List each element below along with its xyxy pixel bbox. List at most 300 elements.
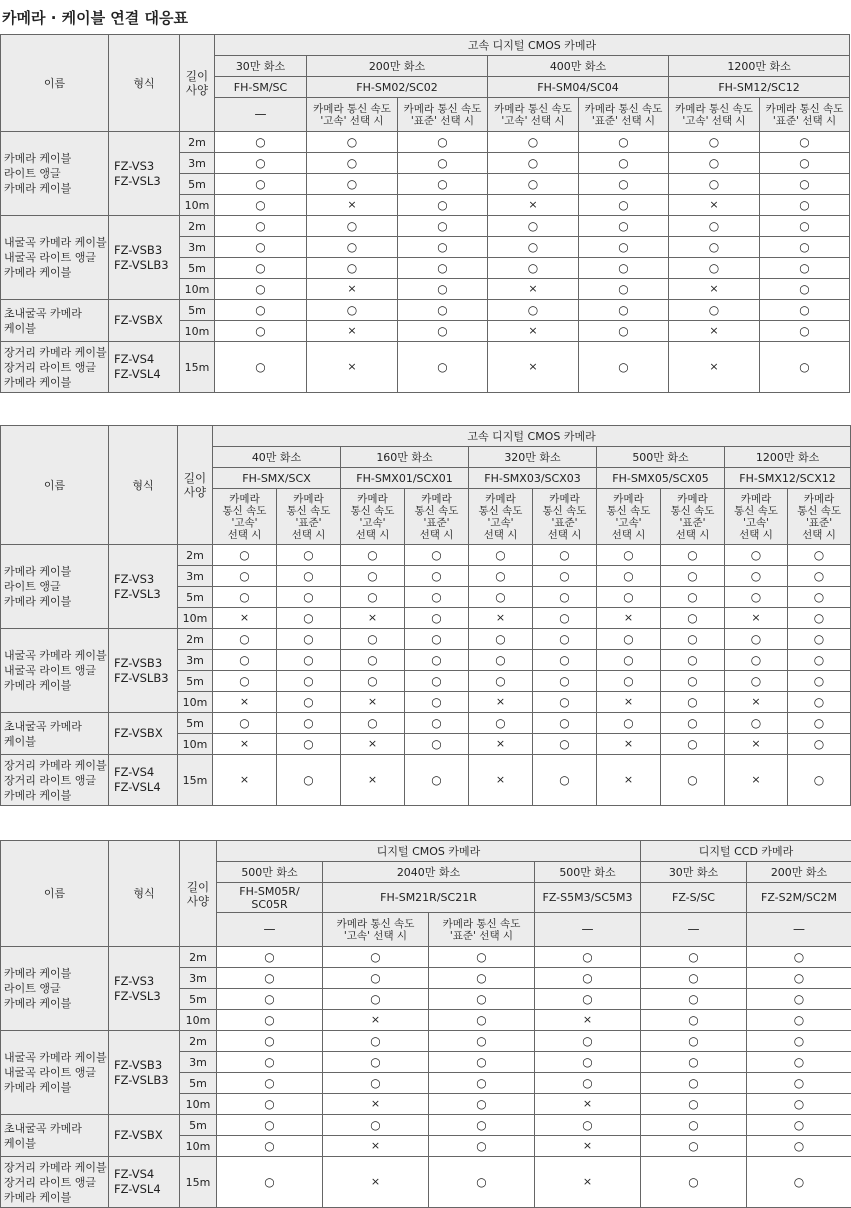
compat-cell: ○	[661, 545, 725, 566]
compat-cell: ○	[579, 237, 669, 258]
compat-cell: ○	[788, 755, 851, 806]
cable-model: FZ-VS3 FZ-VSL3	[109, 545, 178, 629]
compat-cell: ○	[277, 713, 341, 734]
compat-cell: ○	[405, 566, 469, 587]
compat-cell: ○	[533, 692, 597, 713]
camera-pixels: 400만 화소	[488, 56, 669, 77]
compat-cell: ○	[215, 300, 307, 321]
compat-cell: ○	[217, 1115, 323, 1136]
compat-cell: ○	[405, 608, 469, 629]
cable-length: 15m	[178, 755, 213, 806]
camera-group-header: 디지털 CMOS 카메라	[217, 841, 641, 862]
compat-cell: ○	[341, 671, 405, 692]
compat-cell: ×	[213, 692, 277, 713]
compat-cell: ○	[725, 566, 788, 587]
camera-pixels: 30만 화소	[215, 56, 307, 77]
camera-group-header: 고속 디지털 CMOS 카메라	[213, 426, 851, 447]
camera-pixels: 1200만 화소	[725, 447, 851, 468]
camera-model: FH-SMX/SCX	[213, 468, 341, 489]
compat-cell: ○	[579, 153, 669, 174]
compat-cell: ○	[661, 629, 725, 650]
compat-cell: ○	[725, 587, 788, 608]
compat-cell: ×	[488, 342, 579, 393]
cable-length: 2m	[178, 545, 213, 566]
compat-cell: ×	[535, 1010, 641, 1031]
compat-cell: ○	[429, 1094, 535, 1115]
cable-model: FZ-VS4 FZ-VSL4	[109, 1157, 180, 1208]
compat-cell: ○	[535, 989, 641, 1010]
cable-length: 2m	[180, 1031, 217, 1052]
compat-cell: ○	[747, 1073, 851, 1094]
compat-cell: ○	[597, 587, 661, 608]
compat-cell: ○	[597, 671, 661, 692]
camera-pixels: 40만 화소	[213, 447, 341, 468]
compat-cell: ○	[217, 1031, 323, 1052]
header-model: 형식	[109, 35, 180, 132]
compat-cell: ○	[405, 545, 469, 566]
compat-cell: ○	[341, 566, 405, 587]
compat-cell: ○	[760, 195, 850, 216]
compat-cell: ○	[533, 713, 597, 734]
cable-name: 장거리 카메라 케이블 장거리 라이트 앵글 카메라 케이블	[1, 342, 109, 393]
compat-cell: ○	[217, 1052, 323, 1073]
cable-length: 10m	[180, 195, 215, 216]
cable-name: 초내굴곡 카메라 케이블	[1, 713, 109, 755]
header-name: 이름	[1, 426, 109, 545]
camera-mode-label: 카메라 통신 속도 '표준' 선택 시	[788, 489, 851, 545]
compat-cell: ○	[429, 1115, 535, 1136]
camera-model: FZ-S/SC	[641, 883, 747, 913]
cable-model: FZ-VS4 FZ-VSL4	[109, 755, 178, 806]
compat-cell: ○	[641, 1136, 747, 1157]
compat-cell: ○	[213, 650, 277, 671]
compat-cell: ○	[641, 1094, 747, 1115]
compat-cell: ○	[213, 713, 277, 734]
cable-name: 초내굴곡 카메라 케이블	[1, 300, 109, 342]
compat-cell: ○	[323, 947, 429, 968]
compat-cell: ○	[760, 321, 850, 342]
compat-cell: ×	[323, 1094, 429, 1115]
cable-length: 3m	[178, 650, 213, 671]
compat-cell: ○	[405, 629, 469, 650]
compat-cell: ×	[307, 342, 398, 393]
header-model: 형식	[109, 841, 180, 947]
compat-cell: ○	[535, 968, 641, 989]
cable-name: 내굴곡 카메라 케이블 내굴곡 라이트 앵글 카메라 케이블	[1, 629, 109, 713]
compat-cell: ○	[669, 258, 760, 279]
camera-pixels: 200만 화소	[307, 56, 488, 77]
compat-cell: ○	[535, 947, 641, 968]
compat-cell: ○	[429, 1136, 535, 1157]
camera-mode-label: 카메라 통신 속도 '고속' 선택 시	[669, 98, 760, 132]
cable-model: FZ-VSBX	[109, 713, 178, 755]
compat-cell: ○	[641, 1115, 747, 1136]
camera-mode-label: 카메라 통신 속도 '표준' 선택 시	[579, 98, 669, 132]
cable-name: 카메라 케이블 라이트 앵글 카메라 케이블	[1, 947, 109, 1031]
camera-mode-label: 카메라 통신 속도 '고속' 선택 시	[488, 98, 579, 132]
compat-cell: ○	[213, 566, 277, 587]
compat-cell: ○	[323, 1052, 429, 1073]
compat-cell: ×	[597, 692, 661, 713]
compat-cell: ○	[429, 1052, 535, 1073]
compat-cell: ○	[641, 1031, 747, 1052]
compat-cell: ○	[277, 545, 341, 566]
compat-cell: ×	[725, 755, 788, 806]
camera-pixels: 500만 화소	[217, 862, 323, 883]
compat-cell: ○	[307, 153, 398, 174]
compat-cell: ○	[488, 174, 579, 195]
compat-cell: ○	[323, 1115, 429, 1136]
camera-pixels: 2040만 화소	[323, 862, 535, 883]
compat-cell: ○	[277, 755, 341, 806]
compat-cell: ○	[307, 258, 398, 279]
compat-cell: ×	[469, 755, 533, 806]
camera-mode-label: 카메라 통신 속도 '표준' 선택 시	[405, 489, 469, 545]
camera-mode-label: 카메라 통신 속도 '고속' 선택 시	[323, 913, 429, 947]
compat-cell: ○	[398, 321, 488, 342]
compat-cell: ○	[217, 947, 323, 968]
compat-cell: ○	[405, 650, 469, 671]
cable-name: 장거리 카메라 케이블 장거리 라이트 앵글 카메라 케이블	[1, 1157, 109, 1208]
camera-pixels: 30만 화소	[641, 862, 747, 883]
compat-cell: ×	[535, 1157, 641, 1208]
compat-cell: ○	[760, 174, 850, 195]
cable-length: 2m	[180, 947, 217, 968]
camera-mode-label: 카메라 통신 속도 '표준' 선택 시	[760, 98, 850, 132]
compat-cell: ○	[535, 1073, 641, 1094]
compat-cell: ×	[488, 321, 579, 342]
cable-name: 카메라 케이블 라이트 앵글 카메라 케이블	[1, 545, 109, 629]
compat-cell: ○	[661, 671, 725, 692]
compat-cell: ○	[641, 989, 747, 1010]
compat-cell: ○	[277, 734, 341, 755]
compat-cell: ○	[213, 545, 277, 566]
compat-cell: ○	[579, 342, 669, 393]
compat-cell: ○	[533, 545, 597, 566]
compat-cell: ×	[323, 1157, 429, 1208]
compat-cell: ○	[725, 713, 788, 734]
cable-model: FZ-VSB3 FZ-VSLB3	[109, 1031, 180, 1115]
camera-model: FH-SM05R/ SC05R	[217, 883, 323, 913]
camera-mode-label: 카메라 통신 속도 '표준' 선택 시	[429, 913, 535, 947]
cable-length: 15m	[180, 1157, 217, 1208]
compat-cell: ○	[398, 258, 488, 279]
compat-cell: ○	[533, 650, 597, 671]
compat-cell: ×	[669, 195, 760, 216]
compat-cell: ○	[760, 237, 850, 258]
compat-cell: ○	[488, 216, 579, 237]
camera-mode-label: 카메라 통신 속도 '고속' 선택 시	[597, 489, 661, 545]
compat-cell: ○	[641, 1052, 747, 1073]
camera-model: FZ-S5M3/SC5M3	[535, 883, 641, 913]
cable-model: FZ-VS3 FZ-VSL3	[109, 947, 180, 1031]
cable-length: 10m	[178, 608, 213, 629]
compat-cell: ○	[323, 989, 429, 1010]
compat-cell: ○	[405, 692, 469, 713]
compat-cell: ×	[213, 608, 277, 629]
cable-model: FZ-VS3 FZ-VSL3	[109, 132, 180, 216]
camera-group-header: 고속 디지털 CMOS 카메라	[215, 35, 850, 56]
cable-length: 10m	[180, 1094, 217, 1115]
compat-cell: ○	[760, 132, 850, 153]
compat-cell: ○	[217, 1010, 323, 1031]
compat-cell: ○	[469, 650, 533, 671]
compat-table-1	[0, 34, 850, 393]
camera-model: FH-SM04/SC04	[488, 77, 669, 98]
compat-cell: ○	[277, 587, 341, 608]
compat-cell: ×	[341, 734, 405, 755]
compat-cell: ○	[597, 566, 661, 587]
compat-cell: ○	[788, 545, 851, 566]
cable-length: 2m	[178, 629, 213, 650]
compat-cell: ○	[488, 300, 579, 321]
compat-cell: ○	[760, 279, 850, 300]
compat-cell: ○	[597, 650, 661, 671]
compat-cell: ○	[215, 237, 307, 258]
compat-cell: ×	[725, 734, 788, 755]
compat-cell: ○	[398, 153, 488, 174]
compat-cell: ○	[398, 237, 488, 258]
camera-pixels: 500만 화소	[535, 862, 641, 883]
compat-cell: ○	[661, 734, 725, 755]
compat-cell: ○	[579, 174, 669, 195]
compat-cell: ×	[725, 608, 788, 629]
compat-cell: ○	[760, 300, 850, 321]
compat-cell: ○	[469, 545, 533, 566]
cable-length: 5m	[180, 174, 215, 195]
header-name: 이름	[1, 841, 109, 947]
cable-name: 내굴곡 카메라 케이블 내굴곡 라이트 앵글 카메라 케이블	[1, 1031, 109, 1115]
camera-group-header: 디지털 CCD 카메라	[641, 841, 851, 862]
compat-cell: ○	[217, 989, 323, 1010]
camera-mode-label: 카메라 통신 속도 '고속' 선택 시	[725, 489, 788, 545]
compat-cell: ○	[398, 132, 488, 153]
compat-cell: ○	[213, 629, 277, 650]
compat-cell: ○	[488, 153, 579, 174]
compat-cell: ○	[669, 153, 760, 174]
header-name: 이름	[1, 35, 109, 132]
compat-cell: ○	[215, 342, 307, 393]
cable-name: 카메라 케이블 라이트 앵글 카메라 케이블	[1, 132, 109, 216]
camera-model: FH-SMX01/SCX01	[341, 468, 469, 489]
compat-cell: ○	[747, 1010, 851, 1031]
compat-cell: ○	[277, 566, 341, 587]
dash-cell: —	[747, 913, 851, 947]
cable-name: 장거리 카메라 케이블 장거리 라이트 앵글 카메라 케이블	[1, 755, 109, 806]
compat-cell: ○	[669, 132, 760, 153]
compat-cell: ×	[597, 755, 661, 806]
compat-cell: ○	[669, 300, 760, 321]
header-length: 길이 사양	[180, 841, 217, 947]
compat-cell: ○	[641, 1010, 747, 1031]
compat-cell: ○	[277, 692, 341, 713]
compat-cell: ○	[469, 566, 533, 587]
compat-cell: ○	[429, 989, 535, 1010]
compat-cell: ○	[307, 237, 398, 258]
compat-cell: ○	[579, 321, 669, 342]
cable-length: 5m	[180, 258, 215, 279]
compat-cell: ○	[661, 755, 725, 806]
camera-model: FH-SM21R/SC21R	[323, 883, 535, 913]
compat-cell: ×	[488, 279, 579, 300]
cable-model: FZ-VSBX	[109, 300, 180, 342]
cable-length: 2m	[180, 132, 215, 153]
compat-cell: ○	[725, 629, 788, 650]
compat-cell: ○	[641, 1157, 747, 1208]
compat-cell: ○	[788, 734, 851, 755]
compat-cell: ○	[217, 1094, 323, 1115]
compat-cell: ○	[398, 195, 488, 216]
compat-cell: ○	[341, 650, 405, 671]
compat-cell: ○	[747, 1115, 851, 1136]
header-length: 길이 사양	[180, 35, 215, 132]
compat-cell: ○	[535, 1115, 641, 1136]
dash-cell: —	[535, 913, 641, 947]
compat-cell: ×	[213, 755, 277, 806]
compat-cell: ○	[215, 216, 307, 237]
compat-cell: ○	[398, 279, 488, 300]
compat-cell: ○	[597, 545, 661, 566]
compat-cell: ○	[323, 1073, 429, 1094]
compat-cell: ○	[747, 1031, 851, 1052]
compat-cell: ○	[725, 545, 788, 566]
compat-cell: ○	[405, 587, 469, 608]
camera-model: FH-SMX12/SCX12	[725, 468, 851, 489]
compat-cell: ○	[215, 258, 307, 279]
compat-cell: ○	[579, 195, 669, 216]
camera-pixels: 320만 화소	[469, 447, 597, 468]
cable-length: 2m	[180, 216, 215, 237]
compat-cell: ○	[469, 713, 533, 734]
camera-pixels: 160만 화소	[341, 447, 469, 468]
compat-cell: ○	[429, 1010, 535, 1031]
compat-cell: ○	[788, 650, 851, 671]
compat-cell: ○	[405, 713, 469, 734]
compat-cell: ○	[429, 947, 535, 968]
header-model: 형식	[109, 426, 178, 545]
camera-mode-label: 카메라 통신 속도 '표준' 선택 시	[277, 489, 341, 545]
compat-cell: ○	[277, 608, 341, 629]
compat-cell: ○	[215, 153, 307, 174]
compat-cell: ○	[788, 566, 851, 587]
compat-cell: ○	[597, 629, 661, 650]
compat-cell: ×	[341, 692, 405, 713]
compat-cell: ○	[661, 650, 725, 671]
compat-cell: ○	[429, 1073, 535, 1094]
compat-cell: ○	[323, 1031, 429, 1052]
compat-cell: ○	[641, 968, 747, 989]
cable-length: 3m	[180, 968, 217, 989]
compat-cell: ○	[341, 629, 405, 650]
cable-length: 5m	[178, 587, 213, 608]
camera-model: FH-SMX03/SCX03	[469, 468, 597, 489]
compat-cell: ○	[341, 713, 405, 734]
camera-model: FH-SMX05/SCX05	[597, 468, 725, 489]
compat-cell: ×	[535, 1136, 641, 1157]
compat-cell: ○	[579, 216, 669, 237]
compat-cell: ○	[579, 279, 669, 300]
compat-cell: ○	[579, 300, 669, 321]
camera-mode-label: 카메라 통신 속도 '표준' 선택 시	[533, 489, 597, 545]
compat-cell: ○	[323, 968, 429, 989]
compat-cell: ×	[597, 608, 661, 629]
compat-cell: ○	[747, 968, 851, 989]
compat-cell: ○	[213, 671, 277, 692]
compat-cell: ○	[788, 671, 851, 692]
compat-cell: ○	[217, 968, 323, 989]
cable-length: 5m	[178, 713, 213, 734]
compat-cell: ○	[661, 587, 725, 608]
compat-cell: ×	[535, 1094, 641, 1115]
camera-mode-label: 카메라 통신 속도 '표준' 선택 시	[661, 489, 725, 545]
compat-cell: ○	[747, 947, 851, 968]
cable-length: 10m	[178, 692, 213, 713]
compat-cell: ○	[669, 216, 760, 237]
compat-cell: ○	[277, 671, 341, 692]
compat-cell: ○	[469, 671, 533, 692]
cable-length: 15m	[180, 342, 215, 393]
compat-cell: ○	[747, 1136, 851, 1157]
camera-mode-label: 카메라 통신 속도 '표준' 선택 시	[398, 98, 488, 132]
compat-cell: ○	[725, 671, 788, 692]
compat-cell: ○	[760, 216, 850, 237]
compat-cell: ○	[488, 132, 579, 153]
compat-cell: ○	[760, 153, 850, 174]
compat-cell: ×	[469, 734, 533, 755]
cable-length: 3m	[180, 153, 215, 174]
cable-model: FZ-VSB3 FZ-VSLB3	[109, 216, 180, 300]
cable-length: 5m	[180, 1115, 217, 1136]
compat-cell: ○	[398, 174, 488, 195]
compat-cell: ○	[215, 195, 307, 216]
compat-cell: ○	[277, 629, 341, 650]
compat-cell: ○	[217, 1136, 323, 1157]
compat-cell: ×	[323, 1136, 429, 1157]
compat-cell: ○	[488, 237, 579, 258]
compat-cell: ○	[429, 1157, 535, 1208]
compat-table-2	[0, 425, 851, 806]
compat-cell: ○	[760, 342, 850, 393]
header-length: 길이 사양	[178, 426, 213, 545]
compat-cell: ○	[788, 629, 851, 650]
cable-length: 10m	[180, 1136, 217, 1157]
cable-length: 10m	[180, 321, 215, 342]
compat-cell: ○	[533, 587, 597, 608]
dash-cell: —	[641, 913, 747, 947]
compat-cell: ○	[669, 237, 760, 258]
compat-cell: ○	[213, 587, 277, 608]
cable-model: FZ-VS4 FZ-VSL4	[109, 342, 180, 393]
compat-cell: ○	[788, 608, 851, 629]
compat-cell: ○	[405, 734, 469, 755]
compat-cell: ○	[341, 587, 405, 608]
cable-length: 3m	[180, 237, 215, 258]
camera-pixels: 500만 화소	[597, 447, 725, 468]
compat-cell: ○	[217, 1073, 323, 1094]
camera-pixels: 200만 화소	[747, 862, 851, 883]
cable-length: 10m	[180, 1010, 217, 1031]
cable-length: 3m	[178, 566, 213, 587]
compat-cell: ○	[405, 671, 469, 692]
camera-model: FH-SM12/SC12	[669, 77, 850, 98]
compat-cell: ○	[725, 650, 788, 671]
compat-cell: ○	[788, 587, 851, 608]
page-title: 카메라 · 케이블 연결 대응표	[2, 5, 188, 31]
compat-cell: ○	[398, 342, 488, 393]
compat-cell: ×	[725, 692, 788, 713]
compat-cell: ○	[429, 968, 535, 989]
cable-length: 5m	[180, 1073, 217, 1094]
